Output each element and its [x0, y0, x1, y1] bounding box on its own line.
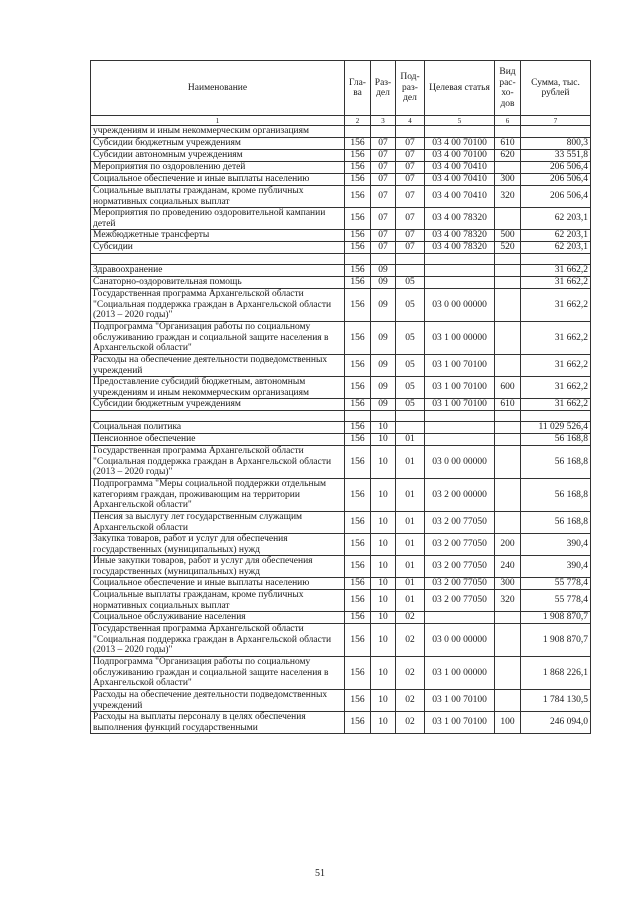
- row-statya: [425, 277, 495, 289]
- spacer-row: [91, 411, 591, 422]
- row-vid: 610: [495, 138, 521, 150]
- row-razdel: 10: [371, 612, 396, 624]
- row-razdel: 07: [371, 162, 396, 174]
- row-razdel: 09: [371, 277, 396, 289]
- row-statya: [425, 434, 495, 446]
- header-statya: Целевая статья: [425, 61, 495, 116]
- header-summa: Сумма, тыс. рублей: [521, 61, 591, 116]
- row-glava: 156: [345, 186, 371, 208]
- row-podrazdel: 01: [396, 446, 425, 479]
- row-summa: 33 551,8: [521, 150, 591, 162]
- row-glava: 156: [345, 138, 371, 150]
- row-summa: 1 784 130,5: [521, 690, 591, 712]
- table-row: [91, 150, 591, 162]
- row-statya: [425, 265, 495, 277]
- row-podrazdel: [396, 265, 425, 277]
- row-razdel: 10: [371, 712, 396, 734]
- row-name: Санаторно-оздоровительная помощь: [91, 277, 345, 289]
- row-summa: 56 168,8: [521, 446, 591, 479]
- row-vid: [495, 411, 521, 422]
- row-statya: 03 4 00 70410: [425, 162, 495, 174]
- row-podrazdel: 05: [396, 322, 425, 355]
- row-glava: 156: [345, 590, 371, 612]
- table-row: [91, 434, 591, 446]
- row-name: [91, 411, 345, 422]
- row-razdel: 10: [371, 578, 396, 590]
- header-glava: Гла-ва: [345, 61, 371, 116]
- row-podrazdel: 07: [396, 162, 425, 174]
- row-podrazdel: 01: [396, 578, 425, 590]
- row-glava: 156: [345, 242, 371, 254]
- table-row: [91, 590, 591, 612]
- row-summa: 390,4: [521, 556, 591, 578]
- row-razdel: 10: [371, 657, 396, 690]
- row-podrazdel: [396, 411, 425, 422]
- row-vid: [495, 254, 521, 265]
- row-vid: 240: [495, 556, 521, 578]
- row-name: Пенсия за выслугу лет государственным служащим Архангельской области: [91, 512, 345, 534]
- table-row: [91, 479, 591, 512]
- row-name: Социальные выплаты гражданам, кроме публичных нормативных социальных выплат: [91, 186, 345, 208]
- row-vid: [495, 657, 521, 690]
- row-statya: 03 4 00 70410: [425, 186, 495, 208]
- row-name: [91, 254, 345, 265]
- row-podrazdel: 05: [396, 377, 425, 399]
- table-row: [91, 186, 591, 208]
- column-number-row: [91, 116, 591, 126]
- table-row: [91, 712, 591, 734]
- row-razdel: [371, 254, 396, 265]
- row-summa: 55 778,4: [521, 590, 591, 612]
- row-razdel: 09: [371, 322, 396, 355]
- header-razdel: Раз-дел: [371, 61, 396, 116]
- row-statya: 03 2 00 77050: [425, 512, 495, 534]
- row-statya: 03 4 00 78320: [425, 230, 495, 242]
- row-vid: [495, 690, 521, 712]
- row-summa: 11 029 526,4: [521, 422, 591, 434]
- row-podrazdel: 07: [396, 208, 425, 230]
- row-name: Социальные выплаты гражданам, кроме публичных нормативных социальных выплат: [91, 590, 345, 612]
- table-body: [91, 126, 591, 734]
- row-podrazdel: 07: [396, 230, 425, 242]
- row-statya: 03 0 00 00000: [425, 289, 495, 322]
- row-vid: [495, 612, 521, 624]
- column-number: 1: [91, 116, 345, 126]
- row-razdel: 07: [371, 186, 396, 208]
- table-row: [91, 556, 591, 578]
- row-statya: 03 2 00 77050: [425, 534, 495, 556]
- table-row: [91, 657, 591, 690]
- row-vid: 600: [495, 377, 521, 399]
- row-statya: 03 4 00 78320: [425, 242, 495, 254]
- row-name: Расходы на обеспечение деятельности подведомственных учреждений: [91, 355, 345, 377]
- row-vid: 620: [495, 150, 521, 162]
- row-statya: 03 2 00 77050: [425, 590, 495, 612]
- row-razdel: 09: [371, 265, 396, 277]
- row-name: учреждениям и иным некоммерческим организациям: [91, 126, 345, 138]
- row-glava: 156: [345, 578, 371, 590]
- row-statya: 03 4 00 78320: [425, 208, 495, 230]
- table-row: [91, 377, 591, 399]
- row-glava: 156: [345, 712, 371, 734]
- document-page: [90, 60, 590, 734]
- row-vid: [495, 322, 521, 355]
- table-row: [91, 690, 591, 712]
- row-name: Закупка товаров, работ и услуг для обеспечения государственных (муниципальных) нужд: [91, 534, 345, 556]
- row-statya: [425, 612, 495, 624]
- row-glava: 156: [345, 612, 371, 624]
- row-summa: 1 908 870,7: [521, 624, 591, 657]
- row-vid: [495, 289, 521, 322]
- row-summa: 31 662,2: [521, 265, 591, 277]
- row-vid: [495, 126, 521, 138]
- table-row: [91, 230, 591, 242]
- column-number: 6: [495, 116, 521, 126]
- row-podrazdel: 01: [396, 534, 425, 556]
- row-statya: 03 1 00 00000: [425, 322, 495, 355]
- row-vid: 610: [495, 399, 521, 411]
- row-podrazdel: [396, 126, 425, 138]
- row-summa: 62 203,1: [521, 230, 591, 242]
- row-name: Государственная программа Архангельской области "Социальная поддержка граждан в Архангельской области (2013 – 2020 годы)": [91, 289, 345, 322]
- row-podrazdel: 01: [396, 479, 425, 512]
- row-glava: 156: [345, 277, 371, 289]
- row-podrazdel: 01: [396, 434, 425, 446]
- row-vid: [495, 355, 521, 377]
- row-summa: 31 662,2: [521, 399, 591, 411]
- row-name: Предоставление субсидий бюджетным, автономным учреждениям и иным некоммерческим организациям: [91, 377, 345, 399]
- row-summa: [521, 126, 591, 138]
- row-glava: 156: [345, 174, 371, 186]
- row-glava: 156: [345, 162, 371, 174]
- row-podrazdel: 05: [396, 399, 425, 411]
- row-statya: 03 2 00 77050: [425, 578, 495, 590]
- row-summa: 800,3: [521, 138, 591, 150]
- row-vid: [495, 422, 521, 434]
- row-name: Иные закупки товаров, работ и услуг для обеспечения государственных (муниципальных) нужд: [91, 556, 345, 578]
- row-podrazdel: [396, 422, 425, 434]
- header-name: Наименование: [91, 61, 345, 116]
- row-glava: 156: [345, 399, 371, 411]
- row-podrazdel: 02: [396, 612, 425, 624]
- row-vid: 320: [495, 186, 521, 208]
- row-summa: 31 662,2: [521, 322, 591, 355]
- row-summa: 62 203,1: [521, 242, 591, 254]
- row-name: Подпрограмма "Меры социальной поддержки отдельным категориям граждан, проживающим на территории Архангельской области": [91, 479, 345, 512]
- row-podrazdel: 07: [396, 138, 425, 150]
- row-podrazdel: 07: [396, 150, 425, 162]
- table-row: [91, 512, 591, 534]
- row-statya: 03 1 00 70100: [425, 355, 495, 377]
- table-row: [91, 446, 591, 479]
- row-statya: [425, 411, 495, 422]
- row-glava: 156: [345, 479, 371, 512]
- row-summa: 246 094,0: [521, 712, 591, 734]
- row-podrazdel: 05: [396, 277, 425, 289]
- row-summa: 31 662,2: [521, 355, 591, 377]
- row-statya: 03 1 00 70100: [425, 712, 495, 734]
- table-row: [91, 422, 591, 434]
- row-glava: [345, 254, 371, 265]
- row-glava: 156: [345, 150, 371, 162]
- row-podrazdel: [396, 254, 425, 265]
- row-glava: 156: [345, 355, 371, 377]
- row-vid: [495, 208, 521, 230]
- row-vid: 300: [495, 174, 521, 186]
- row-podrazdel: 02: [396, 624, 425, 657]
- row-summa: 31 662,2: [521, 277, 591, 289]
- row-razdel: 09: [371, 355, 396, 377]
- row-name: Межбюджетные трансферты: [91, 230, 345, 242]
- table-row: [91, 534, 591, 556]
- table-row: [91, 355, 591, 377]
- row-statya: 03 2 00 77050: [425, 556, 495, 578]
- row-vid: [495, 162, 521, 174]
- row-podrazdel: 01: [396, 590, 425, 612]
- table-header-row: [91, 61, 591, 116]
- table-row: [91, 126, 591, 138]
- row-summa: [521, 411, 591, 422]
- row-glava: 156: [345, 322, 371, 355]
- row-name: Мероприятия по оздоровлению детей: [91, 162, 345, 174]
- row-razdel: 10: [371, 624, 396, 657]
- row-razdel: 07: [371, 138, 396, 150]
- column-number: 5: [425, 116, 495, 126]
- row-razdel: 10: [371, 422, 396, 434]
- row-statya: 03 1 00 70100: [425, 690, 495, 712]
- table-row: [91, 208, 591, 230]
- column-number: 7: [521, 116, 591, 126]
- row-razdel: 07: [371, 242, 396, 254]
- row-razdel: 07: [371, 150, 396, 162]
- row-name: Подпрограмма "Организация работы по социальному обслуживанию граждан и социальной защите населения в Архангельской области": [91, 657, 345, 690]
- table-row: [91, 162, 591, 174]
- row-glava: 156: [345, 377, 371, 399]
- row-vid: [495, 434, 521, 446]
- row-razdel: 10: [371, 556, 396, 578]
- table-row: [91, 265, 591, 277]
- row-glava: [345, 411, 371, 422]
- row-glava: 156: [345, 289, 371, 322]
- row-podrazdel: 07: [396, 186, 425, 208]
- row-statya: [425, 422, 495, 434]
- row-statya: 03 1 00 70100: [425, 399, 495, 411]
- row-vid: [495, 446, 521, 479]
- row-statya: [425, 126, 495, 138]
- row-razdel: 10: [371, 534, 396, 556]
- row-razdel: 09: [371, 399, 396, 411]
- table-row: [91, 612, 591, 624]
- row-razdel: 10: [371, 479, 396, 512]
- column-number: 4: [396, 116, 425, 126]
- row-razdel: 09: [371, 377, 396, 399]
- row-name: Государственная программа Архангельской области "Социальная поддержка граждан в Архангельской области (2013 – 2020 годы)": [91, 624, 345, 657]
- row-name: Субсидии бюджетным учреждениям: [91, 138, 345, 150]
- row-razdel: 10: [371, 590, 396, 612]
- row-razdel: [371, 411, 396, 422]
- row-glava: 156: [345, 690, 371, 712]
- row-razdel: [371, 126, 396, 138]
- column-number: 3: [371, 116, 396, 126]
- row-name: Подпрограмма "Организация работы по социальному обслуживанию граждан и социальной защите населения в Архангельской области": [91, 322, 345, 355]
- row-vid: 300: [495, 578, 521, 590]
- row-razdel: 10: [371, 434, 396, 446]
- row-vid: [495, 512, 521, 534]
- row-summa: 56 168,8: [521, 479, 591, 512]
- row-vid: 100: [495, 712, 521, 734]
- row-vid: 500: [495, 230, 521, 242]
- row-name: Социальное обеспечение и иные выплаты населению: [91, 578, 345, 590]
- table-row: [91, 242, 591, 254]
- row-glava: 156: [345, 624, 371, 657]
- row-vid: [495, 265, 521, 277]
- row-summa: 56 168,8: [521, 434, 591, 446]
- row-podrazdel: 05: [396, 289, 425, 322]
- row-razdel: 07: [371, 174, 396, 186]
- row-name: Социальная политика: [91, 422, 345, 434]
- row-vid: [495, 479, 521, 512]
- table-row: [91, 289, 591, 322]
- row-razdel: 10: [371, 690, 396, 712]
- row-statya: 03 4 00 70410: [425, 174, 495, 186]
- row-glava: 156: [345, 446, 371, 479]
- row-summa: 206 506,4: [521, 162, 591, 174]
- row-name: Субсидии автономным учреждениям: [91, 150, 345, 162]
- row-glava: 156: [345, 265, 371, 277]
- row-glava: 156: [345, 422, 371, 434]
- row-summa: 1 908 870,7: [521, 612, 591, 624]
- row-statya: 03 1 00 00000: [425, 657, 495, 690]
- row-podrazdel: 02: [396, 657, 425, 690]
- row-summa: 206 506,4: [521, 186, 591, 208]
- row-podrazdel: 02: [396, 690, 425, 712]
- row-statya: [425, 254, 495, 265]
- row-podrazdel: 02: [396, 712, 425, 734]
- row-name: Субсидии: [91, 242, 345, 254]
- row-summa: 31 662,2: [521, 289, 591, 322]
- row-razdel: 09: [371, 289, 396, 322]
- row-vid: 520: [495, 242, 521, 254]
- row-podrazdel: 07: [396, 242, 425, 254]
- table-row: [91, 399, 591, 411]
- row-razdel: 10: [371, 512, 396, 534]
- column-number: 2: [345, 116, 371, 126]
- row-summa: 1 868 226,1: [521, 657, 591, 690]
- row-razdel: 07: [371, 208, 396, 230]
- row-glava: 156: [345, 230, 371, 242]
- page-number: 51: [315, 868, 325, 879]
- row-summa: 31 662,2: [521, 377, 591, 399]
- row-vid: [495, 624, 521, 657]
- row-vid: 320: [495, 590, 521, 612]
- row-statya: 03 0 00 00000: [425, 446, 495, 479]
- row-statya: 03 0 00 00000: [425, 624, 495, 657]
- row-glava: 156: [345, 657, 371, 690]
- row-podrazdel: 05: [396, 355, 425, 377]
- header-vid: Вид рас-хо-дов: [495, 61, 521, 116]
- row-name: Государственная программа Архангельской области "Социальная поддержка граждан в Архангельской области (2013 – 2020 годы)": [91, 446, 345, 479]
- row-razdel: 10: [371, 446, 396, 479]
- row-podrazdel: 07: [396, 174, 425, 186]
- row-summa: 390,4: [521, 534, 591, 556]
- row-name: Расходы на выплаты персоналу в целях обеспечения выполнения функций государственными: [91, 712, 345, 734]
- row-summa: 206 506,4: [521, 174, 591, 186]
- row-podrazdel: 01: [396, 556, 425, 578]
- table-row: [91, 624, 591, 657]
- row-glava: 156: [345, 434, 371, 446]
- row-name: Пенсионное обеспечение: [91, 434, 345, 446]
- row-razdel: 07: [371, 230, 396, 242]
- row-statya: 03 4 00 70100: [425, 150, 495, 162]
- row-vid: 200: [495, 534, 521, 556]
- row-glava: 156: [345, 556, 371, 578]
- row-name: Субсидии бюджетным учреждениям: [91, 399, 345, 411]
- row-glava: 156: [345, 208, 371, 230]
- row-name: Здравоохранение: [91, 265, 345, 277]
- row-name: Мероприятия по проведению оздоровительной кампании детей: [91, 208, 345, 230]
- table-row: [91, 174, 591, 186]
- row-summa: 55 778,4: [521, 578, 591, 590]
- row-glava: 156: [345, 534, 371, 556]
- row-summa: [521, 254, 591, 265]
- row-glava: [345, 126, 371, 138]
- row-name: Расходы на обеспечение деятельности подведомственных учреждений: [91, 690, 345, 712]
- row-summa: 56 168,8: [521, 512, 591, 534]
- row-glava: 156: [345, 512, 371, 534]
- table-row: [91, 578, 591, 590]
- row-statya: 03 4 00 70100: [425, 138, 495, 150]
- row-vid: [495, 277, 521, 289]
- header-podrazdel: Под-раз-дел: [396, 61, 425, 116]
- budget-table: [90, 60, 591, 734]
- table-row: [91, 322, 591, 355]
- spacer-row: [91, 254, 591, 265]
- row-summa: 62 203,1: [521, 208, 591, 230]
- row-podrazdel: 01: [396, 512, 425, 534]
- row-name: Социальное обеспечение и иные выплаты населению: [91, 174, 345, 186]
- row-statya: 03 2 00 00000: [425, 479, 495, 512]
- row-statya: 03 1 00 70100: [425, 377, 495, 399]
- row-name: Социальное обслуживание населения: [91, 612, 345, 624]
- table-row: [91, 138, 591, 150]
- table-row: [91, 277, 591, 289]
